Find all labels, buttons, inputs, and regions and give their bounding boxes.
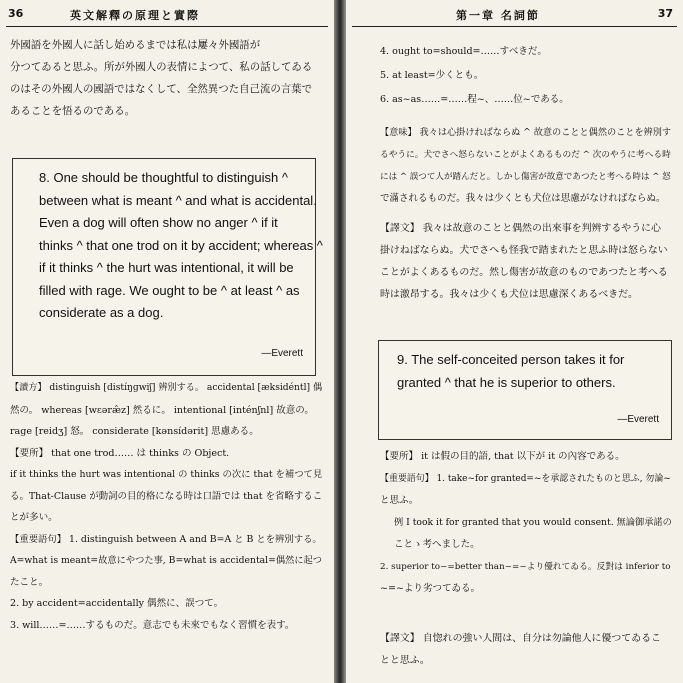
note-line: とが多い。 — [10, 512, 58, 523]
passage-box-8 — [12, 158, 323, 376]
passage-author: —Everett — [261, 347, 303, 359]
meaning-block — [380, 122, 673, 210]
right-header — [346, 4, 683, 24]
meaning-line: で滿されるものだ。我々は少くとも犬位は思慮がなければならぬ。 — [380, 193, 666, 204]
note-line: 然の。 whereas [wɛəræ̂z] 然るに。 intentional [inténʃnl] 故意の。 — [10, 404, 314, 416]
left-header-rule — [6, 26, 328, 27]
left-page-number: 36 — [8, 7, 24, 20]
left-page — [0, 0, 334, 683]
text-line: あることを悟るのである。 — [10, 105, 136, 117]
meaning-line: 【意味】 我々は心掛ければならぬ ^ 故意のことと偶然のことを辨別す — [380, 127, 672, 138]
right-page — [346, 0, 683, 683]
right-header-rule — [352, 26, 677, 27]
note-line: if it thinks the hurt was intentional の thinks の次に that を補つて見 — [10, 469, 323, 480]
right-notes — [380, 446, 673, 600]
passage-line: if it thinks ^ the hurt was intentional, it will be — [39, 260, 294, 275]
passage-box-9 — [378, 340, 672, 440]
translation-line: 時は激昂する。我々は少くも犬位は思慮深くあるべきだ。 — [380, 289, 638, 300]
meaning-line: には ^ 誤つて人が踏んだと。しかし傷害が故意であつたと考へる時は ^ 怒 — [380, 172, 671, 182]
passage-line: Even a dog will often show no anger ^ if it — [39, 215, 278, 230]
phrases-top — [380, 40, 673, 112]
note-line: と思ふ。 — [380, 495, 419, 506]
note-line: ~=~より劣つてゐる。 — [380, 583, 481, 594]
left-notes — [10, 378, 324, 636]
translation-block-8 — [380, 218, 673, 306]
text-line: 外國語を外國人に話し始めるまでは私は屢々外國語が — [10, 39, 261, 51]
passage-line: between what is meant ^ and what is accidental. — [39, 192, 317, 208]
note-line: rage [reidʒ] 怒。 considerate [kənsídərit] 思慮ある。 — [10, 426, 259, 437]
meaning-line: るやうに。犬でさへ怒らないことがよくあるものだ ^ 次のやうに考へる時 — [380, 150, 671, 160]
translation-line: 【譯文】 我々は故意のことと偶然の出來事を判辨するやうに心 — [380, 223, 661, 234]
phrase-line: 5. at least=少くとも。 — [380, 70, 484, 81]
note-line: 【要所】 that one trod…… は thinks の Object. — [10, 447, 230, 459]
note-line: A=what is meant=故意にやつた事, B=what is accidental=偶然に起つ — [10, 555, 323, 566]
note-line: たこと。 — [10, 576, 49, 588]
note-line: る。That-Clause が動詞の目的格になる時は口語では that を省略するこ — [10, 490, 323, 502]
note-line: 【要所】 it は假の目的語, that 以下が it の內容である。 — [380, 451, 625, 462]
passage-line: 9. The self-conceited person takes it for — [397, 352, 625, 367]
translation-intro — [10, 34, 324, 122]
right-page-number: 37 — [657, 7, 673, 20]
note-line: 2. by accident=accidentally 偶然に、誤つて。 — [10, 598, 224, 609]
passage-line: filled with rage. We ought to be ^ at least ^ as — [39, 282, 300, 298]
left-running-head: 英文解釋の原理と實際 — [70, 9, 200, 22]
text-line: 分つてゐると思ふ。所が外國人の表情によつて、私の話してゐる — [10, 61, 313, 73]
right-running-head: 第一章 名詞節 — [456, 9, 540, 22]
translation-line: ことがよくあるものだ。然し傷害が故意のものであつたと考へる — [380, 267, 668, 278]
left-header — [0, 4, 334, 24]
phrase-line: 6. as~as……=……程~、……位~である。 — [380, 94, 569, 105]
book-gutter — [334, 0, 346, 683]
note-line: 【重要語句】 1. take~for granted=~を承認されたものと思ふ, 勿論~ — [380, 474, 671, 484]
note-line: 【讀方】 distinguish [distíŋgwiʃ] 辨別する。 accidental [æksidéntl] 偶 — [10, 383, 323, 393]
passage-author: —Everett — [617, 413, 659, 425]
passage-line: 8. One should be thoughtful to distinguish ^ — [39, 170, 288, 185]
translation-line: とと思ふ。 — [380, 655, 430, 666]
note-line: 例 I took it for granted that you would consent. 無論御承諾の — [394, 517, 672, 528]
translation-block-9 — [380, 628, 673, 672]
passage-line: considerate as a dog. — [39, 305, 164, 320]
phrase-line: 4. ought to=should=……すべきだ。 — [380, 46, 547, 57]
text-line: のはその外國人の國語ではなくして、全然異つた自己流の言葉で — [10, 83, 313, 95]
translation-line: 【譯文】 自惚れの強い人間は、自分は勿論他人に優つてゐるこ — [380, 633, 661, 644]
note-line: 2. superior to~=better than~=~より優れてゐる。反對は inferior to — [380, 562, 671, 572]
note-line: 【重要語句】 1. distinguish between A and B=A と B とを辨別する。 — [10, 533, 322, 545]
translation-line: 掛けねばならぬ。犬でさへも怪我で踏まれたと思ふ時は怒らない — [380, 245, 668, 256]
note-line: ことゝ考へました。 — [394, 539, 480, 550]
note-line: 3. will……=……するものだ。意志でも未來でもなく習慣を表す。 — [10, 619, 295, 631]
passage-line: granted ^ that he is superior to others. — [397, 374, 616, 390]
passage-line: thinks ^ that one trod on it by accident; whereas ^ — [39, 237, 323, 253]
